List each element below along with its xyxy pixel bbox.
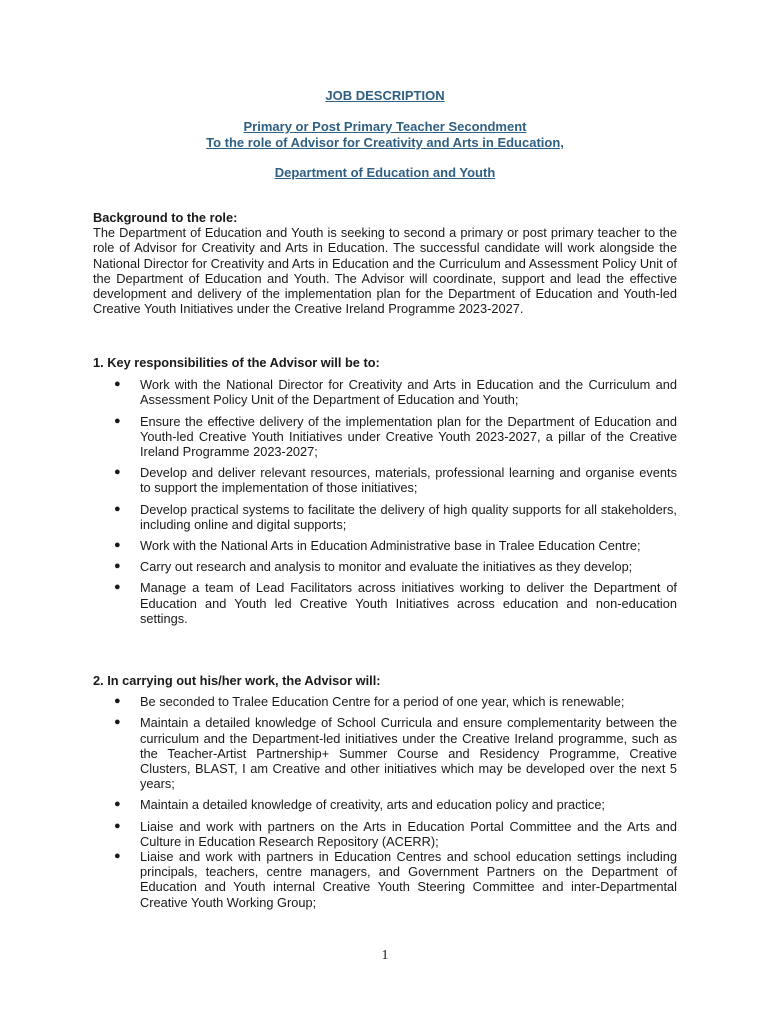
responsibilities-heading: 1. Key responsibilities of the Advisor will be to: [93,355,380,370]
document-title: JOB DESCRIPTION [325,88,445,103]
bullet-icon: ● [114,539,121,552]
list-item: ● Develop practical systems to facilitate the delivery of high quality supports for all stakeholders, including online and digital supports; [114,501,677,532]
bullet-icon: ● [114,850,121,863]
list-item: ● Carry out research and analysis to monitor and evaluate the initiatives as they develop; [114,559,633,575]
responsibilities-section [93,355,677,626]
list-item: ● Manage a team of Lead Facilitators across initiatives working to deliver the Department of Education and Youth led Creative Youth Initiatives across education and non-education settings. [114,580,677,626]
department-title: Department of Education and Youth [274,165,496,180]
bullet-icon: ● [114,695,121,708]
background-section [93,210,677,316]
list-item: ● Maintain a detailed knowledge of creativity, arts and education policy and practice; [114,797,605,813]
advisor-work-heading: 2. In carrying out his/her work, the Advisor will: [93,673,381,688]
list-item: ● Liaise and work with partners in Education Centres and school education settings including principals, teachers, centre managers, and Government Partners on the Department of Education and Youth internal Creative Youth Steering Committee and inter-Departmental Creative Youth Working Group; [114,849,677,910]
bullet-icon: ● [114,716,121,729]
subtitle-line-2: To the role of Advisor for Creativity and Arts in Education, [206,135,564,150]
advisor-work-section [93,673,677,910]
list-item: ● Ensure the effective delivery of the implementation plan for the Department of Education and Youth-led Creative Youth Initiatives under Creative Youth 2023-2027, a pillar of the Creative Ireland Programme 2023-2027; [114,413,677,460]
bullet-icon: ● [114,560,121,573]
bullet-icon: ● [114,414,121,427]
bullet-icon: ● [114,798,121,811]
subtitle-line-1: Primary or Post Primary Teacher Secondment [243,119,527,134]
list-item: ● Develop and deliver relevant resources, materials, professional learning and organise events to support the implementation of those initiatives; [114,465,677,496]
bullet-icon: ● [114,581,121,594]
bullet-icon: ● [114,819,121,832]
list-item: ● Work with the National Director for Creativity and Arts in Education and the Curriculum and Assessment Policy Unit of the Department of Education and Youth; [114,377,677,408]
page-number: 1 [381,948,389,963]
advisor-work-list [93,694,677,910]
list-item: ● Maintain a detailed knowledge of School Curricula and ensure complementarity between the curriculum and the Department-led initiatives under the Creative Ireland programme, such as the Teacher-Artist Partnership+ Summer Course and Residency Programme, Creative Clusters, BLAST, I am Creative and other initiatives which may be developed over the next 5 years; [114,715,677,792]
bullet-icon: ● [114,378,121,391]
bullet-icon: ● [114,466,121,479]
background-paragraph: The Department of Education and Youth is seeking to second a primary or post primary teacher to the role of Advisor for Creativity and Arts in Education. The successful candidate will work alongside the National Director for Creativity and Arts in Education and the Curriculum and Assessment Policy Unit of the Department of Education and Youth. The Advisor will coordinate, support and lead the effective development and delivery of the implementation plan for the Department of Education and Youth-led Creative Youth Initiatives under the Creative Ireland Programme 2023-2027. [93,225,677,317]
list-item: ● Work with the National Arts in Education Administrative base in Tralee Education Centre; [114,538,641,554]
responsibilities-list [93,377,677,626]
list-item: ● Be seconded to Tralee Education Centre for a period of one year, which is renewable; [114,694,625,710]
bullet-icon: ● [114,502,121,515]
background-heading: Background to the role: [93,210,238,225]
list-item: ● Liaise and work with partners on the Arts in Education Portal Committee and the Arts and Culture in Education Research Repository (ACERR); [114,818,677,849]
